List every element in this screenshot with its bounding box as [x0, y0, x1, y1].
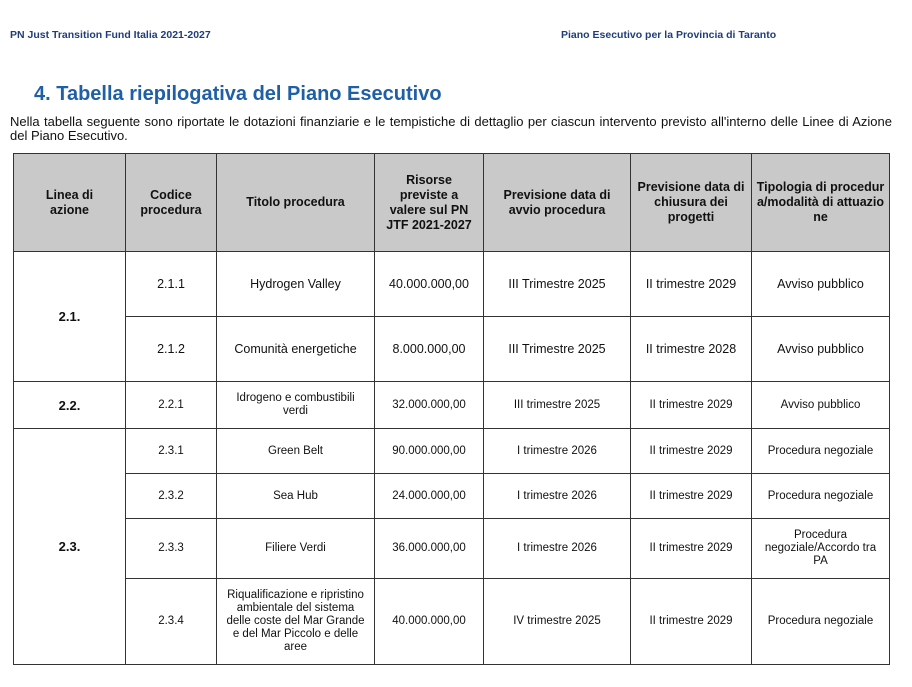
codice-cell: 2.3.2 — [126, 474, 217, 519]
tipologia-cell: Avviso pubblico — [752, 252, 890, 317]
chiusura-cell: II trimestre 2028 — [631, 317, 752, 382]
column-header: Risorse previste a valere sul PN JTF 2021-2027 — [375, 154, 484, 252]
avvio-cell: I trimestre 2026 — [484, 429, 631, 474]
chiusura-cell: II trimestre 2029 — [631, 519, 752, 579]
table-row — [14, 519, 890, 579]
tipologia-cell: Procedura negoziale — [752, 474, 890, 519]
avvio-cell: I trimestre 2026 — [484, 519, 631, 579]
table-row — [14, 429, 890, 474]
section-title: 4. Tabella riepilogativa del Piano Esecutivo — [34, 83, 442, 105]
titolo-cell: Comunità energetiche — [217, 317, 375, 382]
risorse-cell: 40.000.000,00 — [375, 252, 484, 317]
risorse-cell: 32.000.000,00 — [375, 382, 484, 429]
table-row — [14, 317, 890, 382]
document-header-right: Piano Esecutivo per la Provincia di Taranto — [561, 29, 777, 41]
chiusura-cell: II trimestre 2029 — [631, 579, 752, 665]
codice-cell: 2.1.1 — [126, 252, 217, 317]
column-header: Linea di azione — [14, 154, 126, 252]
tipologia-cell: Procedura negoziale — [752, 579, 890, 665]
linea-azione-cell: 2.2. — [14, 382, 126, 429]
column-header: Tipologia di procedura/modalità di attuazione — [752, 154, 890, 252]
tipologia-cell: Avviso pubblico — [752, 382, 890, 429]
chiusura-cell: II trimestre 2029 — [631, 429, 752, 474]
avvio-cell: III trimestre 2025 — [484, 382, 631, 429]
avvio-cell: III Trimestre 2025 — [484, 252, 631, 317]
avvio-cell: III Trimestre 2025 — [484, 317, 631, 382]
chiusura-cell: II trimestre 2029 — [631, 252, 752, 317]
titolo-cell: Riqualificazione e ripristino ambientale del sistema delle coste del Mar Grande e del Mar Piccolo e delle aree — [217, 579, 375, 665]
linea-azione-cell: 2.1. — [14, 252, 126, 382]
titolo-cell: Filiere Verdi — [217, 519, 375, 579]
table-row — [14, 252, 890, 317]
tipologia-cell: Procedura negoziale — [752, 429, 890, 474]
titolo-cell: Green Belt — [217, 429, 375, 474]
codice-cell: 2.3.1 — [126, 429, 217, 474]
risorse-cell: 36.000.000,00 — [375, 519, 484, 579]
table-row — [14, 382, 890, 429]
codice-cell: 2.3.4 — [126, 579, 217, 665]
column-header: Codice procedura — [126, 154, 217, 252]
codice-cell: 2.2.1 — [126, 382, 217, 429]
column-header: Previsione data di chiusura dei progetti — [631, 154, 752, 252]
chiusura-cell: II trimestre 2029 — [631, 474, 752, 519]
avvio-cell: I trimestre 2026 — [484, 474, 631, 519]
intro-paragraph: Nella tabella seguente sono riportate le dotazioni finanziarie e le tempistiche di dettaglio per ciascun intervento previsto all'interno delle Linee di Azione del Piano Esecutivo. — [10, 114, 892, 143]
column-header: Titolo procedura — [217, 154, 375, 252]
risorse-cell: 90.000.000,00 — [375, 429, 484, 474]
risorse-cell: 8.000.000,00 — [375, 317, 484, 382]
linea-azione-cell: 2.3. — [14, 429, 126, 665]
titolo-cell: Idrogeno e combustibili verdi — [217, 382, 375, 429]
table-row — [14, 474, 890, 519]
tipologia-cell: Procedura negoziale/Accordo tra PA — [752, 519, 890, 579]
tipologia-cell: Avviso pubblico — [752, 317, 890, 382]
risorse-cell: 24.000.000,00 — [375, 474, 484, 519]
column-header: Previsione data di avvio procedura — [484, 154, 631, 252]
table-row — [14, 579, 890, 665]
codice-cell: 2.3.3 — [126, 519, 217, 579]
codice-cell: 2.1.2 — [126, 317, 217, 382]
titolo-cell: Sea Hub — [217, 474, 375, 519]
titolo-cell: Hydrogen Valley — [217, 252, 375, 317]
risorse-cell: 40.000.000,00 — [375, 579, 484, 665]
table-header-row — [14, 154, 890, 252]
chiusura-cell: II trimestre 2029 — [631, 382, 752, 429]
summary-table — [13, 153, 890, 665]
document-header-left: PN Just Transition Fund Italia 2021-2027 — [10, 29, 211, 41]
avvio-cell: IV trimestre 2025 — [484, 579, 631, 665]
